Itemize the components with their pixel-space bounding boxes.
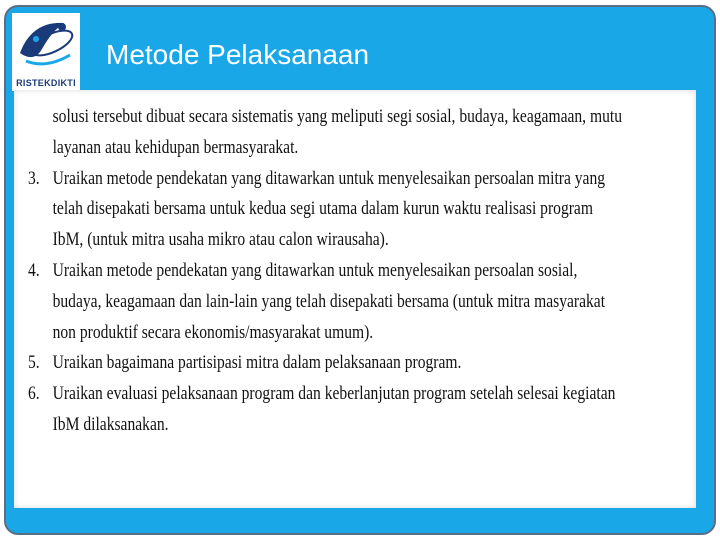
content-panel bbox=[14, 90, 696, 508]
line-text: Uraikan bagaimana partisipasi mitra dalam pelaksanaan program. bbox=[52, 352, 462, 374]
line-text: telah disepakati bersama untuk kedua segi utama dalam kurun waktu realisasi program bbox=[52, 198, 593, 220]
document-line bbox=[28, 379, 681, 410]
list-number: 3. bbox=[28, 167, 40, 189]
line-text: Uraikan metode pendekatan yang ditawarkan untuk menyelesaikan persoalan sosial, bbox=[52, 259, 578, 281]
page-title: Metode Pelaksanaan bbox=[106, 39, 370, 70]
logo-label: RISTEKDIKTI bbox=[16, 78, 76, 88]
document-line bbox=[28, 318, 681, 349]
document-line bbox=[28, 225, 681, 256]
document-line bbox=[28, 164, 681, 195]
document-line bbox=[28, 348, 681, 379]
document-text bbox=[28, 102, 681, 441]
document-line bbox=[28, 102, 681, 133]
list-number: 5. bbox=[28, 352, 40, 374]
list-number: 4. bbox=[28, 259, 40, 281]
line-text: Uraikan metode pendekatan yang ditawarkan untuk menyelesaikan persoalan mitra yang bbox=[52, 167, 606, 189]
line-text: Uraikan evaluasi pelaksanaan program dan keberlanjutan program setelah selesai kegiatan bbox=[52, 383, 616, 405]
slide-header bbox=[6, 7, 714, 97]
line-text: IbM, (untuk mitra usaha mikro atau calon wirausaha). bbox=[52, 229, 389, 251]
line-text: budaya, keagamaan dan lain-lain yang telah disepakati bersama (untuk mitra masyarakat bbox=[52, 290, 606, 312]
line-text: IbM dilaksanakan. bbox=[52, 413, 169, 435]
document-line bbox=[28, 410, 681, 441]
logo bbox=[12, 13, 80, 91]
line-text: layanan atau kehidupan bermasyarakat. bbox=[52, 136, 299, 158]
line-text: non produktif secara ekonomis/masyarakat umum). bbox=[52, 321, 374, 343]
document-line bbox=[28, 194, 681, 225]
ristekdikti-logo-icon bbox=[12, 13, 80, 77]
document-line bbox=[28, 133, 681, 164]
document-line bbox=[28, 256, 681, 287]
document-line bbox=[28, 287, 681, 318]
line-text: solusi tersebut dibuat secara sistematis yang meliputi segi sosial, budaya, keagamaan, mutu bbox=[52, 106, 623, 127]
list-number: 6. bbox=[28, 383, 40, 405]
